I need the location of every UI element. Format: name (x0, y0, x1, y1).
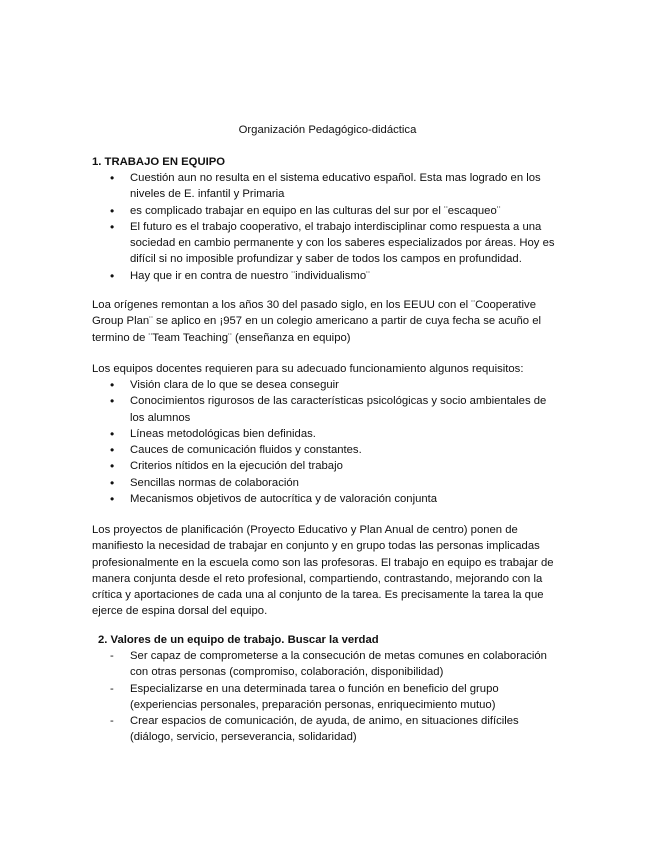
list-item: - Ser capaz de comprometerse a la consecución de metas comunes en colaboración con otras personas (compromiso, colaboración, disponibilidad) (0, 648, 561, 681)
document-title: Organización Pedagógico-didáctica (238, 124, 417, 136)
list-item: • es complicado trabajar en equipo en las culturas del sur por el ¨escaqueo¨ (0, 203, 561, 219)
list-item: • Sencillas normas de colaboración (0, 475, 561, 491)
list-item: • Mecanismos objetivos de autocrítica y de valoración conjunta (0, 491, 561, 507)
list-item: - Especializarse en una determinada tarea o función en beneficio del grupo (experiencias personales, preparación personas, enriquecimiento mutuo) (0, 681, 561, 714)
section-1-heading: 1. TRABAJO EN EQUIPO (92, 156, 226, 168)
list-item: • Visión clara de lo que se desea conseguir (0, 377, 561, 393)
projects-paragraph: Los proyectos de planificación (Proyecto Educativo y Plan Anual de centro) ponen de manifiesto la necesidad de trabajar en conjunto y en grupo todas las personas implicadas profesionalmente en la escuela como son las profesoras. El trabajo en equipo es trabajar de manera conjunta desde el reto profesional, compartiendo, contrastando, mejorando con la crítica y aportaciones de cada una al conjunto de la tarea. Es precisamente la tarea la que ejerce de espina dorsal del equipo. (92, 524, 554, 618)
section-1-bullet-list (0, 170, 655, 284)
requirements-list (0, 377, 655, 507)
list-item: • Criterios nítidos en la ejecución del trabajo (0, 458, 561, 474)
list-item: • El futuro es el trabajo cooperativo, el trabajo interdisciplinar como respuesta a una sociedad en cambio permanente y con los saberes especializados por áreas. Hoy es difícil si no imposible profundizar y saber de todos los campos en profundidad. (0, 219, 561, 268)
list-item: • Líneas metodológicas bien definidas. (0, 426, 561, 442)
list-item: • Hay que ir en contra de nuestro ¨individualismo¨ (0, 268, 561, 284)
origins-paragraph: Loa orígenes remontan a los años 30 del pasado siglo, en los EEUU con el ¨Cooperative Group Plan¨ se aplico en ¡957 en un colegio americano a partir de cuya fecha se acuño el termino de ¨Team Teaching¨ (enseñanza en equipo) (92, 299, 542, 344)
list-item: • Conocimientos rigurosos de las características psicológicas y socio ambientales de los alumnos (0, 393, 561, 426)
list-item: • Cauces de comunicación fluidos y constantes. (0, 442, 561, 458)
section-2-dash-list (0, 648, 655, 746)
requirements-intro: Los equipos docentes requieren para su adecuado funcionamiento algunos requisitos: (92, 363, 524, 375)
list-item: - Crear espacios de comunicación, de ayuda, de animo, en situaciones difíciles (diálogo, servicio, perseverancia, solidaridad) (0, 713, 561, 746)
section-2-heading: 2. Valores de un equipo de trabajo. Buscar la verdad (98, 634, 379, 646)
list-item: • Cuestión aun no resulta en el sistema educativo español. Esta mas logrado en los niveles de E. infantil y Primaria (0, 170, 561, 203)
